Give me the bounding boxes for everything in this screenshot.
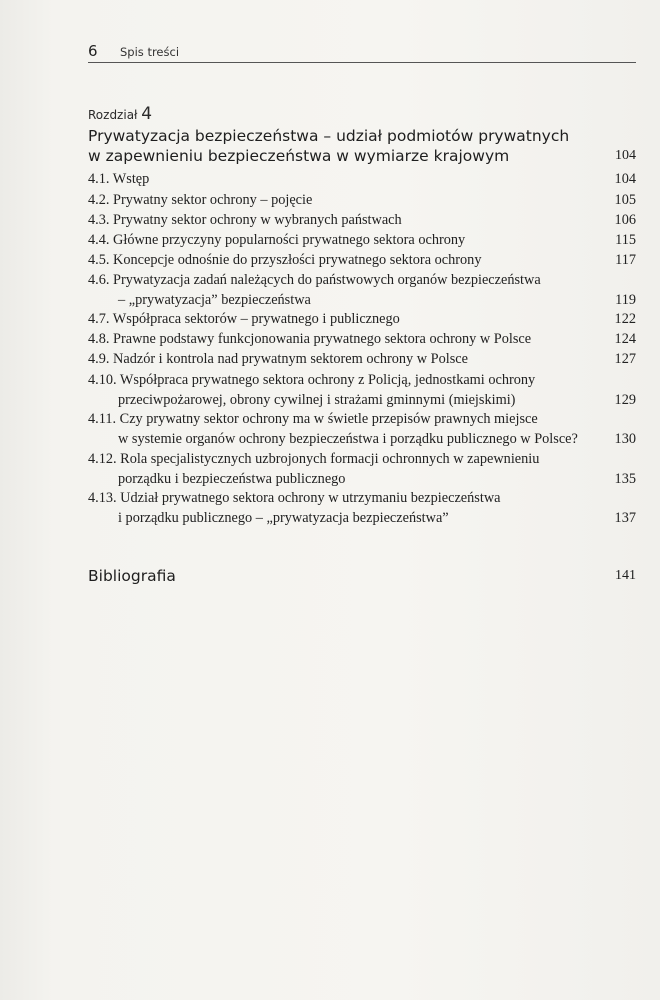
chapter-label xyxy=(88,104,152,124)
toc-entry-title-line-1: Prawne podstawy funkcjonowania prywatnego sektora ochrony w Polsce xyxy=(113,331,532,347)
toc-entry-title xyxy=(88,272,541,288)
toc-entry-title xyxy=(88,212,402,228)
toc-entry-title xyxy=(88,331,531,347)
toc-entry-title-line-1: Współpraca prywatnego sektora ochrony z Policją, jednostkami ochrony xyxy=(119,372,536,388)
toc-entry-title-line-1: Prywatny sektor ochrony – pojęcie xyxy=(113,192,313,208)
toc-entry-title xyxy=(88,192,312,208)
toc-entry-title-line-1: Wstęp xyxy=(112,171,150,187)
toc-entry-title-line-2: przeciwpożarowej, obrony cywilnej i strażami gminnymi (miejskimi) xyxy=(118,392,516,408)
toc-entry-title xyxy=(88,232,465,248)
toc-entry-page-number: 124 xyxy=(614,331,636,347)
toc-entry-number: 4.2. xyxy=(88,192,110,208)
toc-entry-page-number: 127 xyxy=(614,351,636,367)
chapter-title-line-2: w zapewnieniu bezpieczeństwa w wymiarze krajowym xyxy=(88,147,510,165)
toc-entry-page-number: 137 xyxy=(614,510,636,526)
toc-entry-number: 4.5. xyxy=(88,252,110,268)
toc-entry-title-line-1: Prywatny sektor ochrony w wybranych państwach xyxy=(113,212,402,228)
toc-entry-page-number: 105 xyxy=(614,192,636,208)
toc-entry-number: 4.6. xyxy=(88,272,110,288)
toc-entry xyxy=(88,449,636,489)
toc-entry-title-line-2: w systemie organów ochrony bezpieczeństwa i porządku publicznego w Polsce? xyxy=(118,431,578,447)
toc-entry xyxy=(88,169,636,189)
toc-entry-title xyxy=(88,490,500,506)
toc-entry xyxy=(88,270,636,310)
toc-entry-title xyxy=(88,372,535,388)
page-header xyxy=(88,42,636,63)
toc-entry-number: 4.9. xyxy=(88,351,110,367)
toc-entry xyxy=(88,250,636,270)
toc-entry-number: 4.12. xyxy=(88,451,117,467)
toc-entry-page-number: 122 xyxy=(614,311,636,327)
toc-entry-title xyxy=(88,171,149,187)
toc-entry xyxy=(88,230,636,250)
toc-entry-title-line-1: Współpraca sektorów – prywatnego i publicznego xyxy=(112,311,400,327)
toc-entry-title-line-1: Rola specjalistycznych uzbrojonych formacji ochronnych w zapewnieniu xyxy=(120,451,540,467)
toc-entry-page-number: 104 xyxy=(614,171,636,187)
toc-entry xyxy=(88,210,636,230)
chapter-number: 4 xyxy=(141,104,153,124)
chapter-title xyxy=(88,126,636,166)
toc-entry-page-number: 135 xyxy=(614,471,636,487)
chapter-page-number: 104 xyxy=(615,148,636,163)
toc-entry-title-line-1: Prywatyzacja zadań należących do państwowych organów bezpieczeństwa xyxy=(113,272,541,288)
toc-entry-title-line-1: Nadzór i kontrola nad prywatnym sektorem ochrony w Polsce xyxy=(113,351,468,367)
toc-entry-number: 4.8. xyxy=(88,331,110,347)
page-number: 6 xyxy=(88,42,98,60)
toc-entry xyxy=(88,190,636,210)
toc-entry-title xyxy=(88,451,539,467)
toc-entry-title-line-1: Główne przyczyny popularności prywatnego sektora ochrony xyxy=(113,232,466,248)
toc-entry-number: 4.13. xyxy=(88,490,117,506)
running-title: Spis treści xyxy=(120,45,180,59)
toc-entry-title xyxy=(88,252,481,268)
toc-entry-title xyxy=(88,351,468,367)
toc-entry-title-line-2: i porządku publicznego – „prywatyzacja bezpieczeństwa” xyxy=(118,510,449,526)
toc-entry-title-line-2: porządku i bezpieczeństwa publicznego xyxy=(118,471,346,487)
toc-entry-number: 4.3. xyxy=(88,212,110,228)
toc-entry-page-number: 129 xyxy=(614,392,636,408)
toc-entry xyxy=(88,370,636,410)
toc-entry-title-line-2: – „prywatyzacja” bezpieczeństwa xyxy=(118,292,311,308)
toc-entry xyxy=(88,488,636,528)
toc-entry-page-number: 115 xyxy=(615,232,636,248)
toc-entry-number: 4.11. xyxy=(88,411,117,427)
toc-entry-page-number: 119 xyxy=(615,292,636,308)
chapter-title-line-1: Prywatyzacja bezpieczeństwa – udział podmiotów prywatnych xyxy=(88,127,570,145)
bibliography-entry xyxy=(88,567,636,585)
toc-entry-title-line-1: Czy prywatny sektor ochrony ma w świetle przepisów prawnych miejsce xyxy=(119,411,538,427)
toc-entry-number: 4.10. xyxy=(88,372,117,388)
bibliography-label: Bibliografia xyxy=(88,567,176,585)
toc-entry xyxy=(88,349,636,369)
toc-entry-page-number: 117 xyxy=(615,252,636,268)
toc-entry-title xyxy=(88,411,538,427)
toc-entry-title-line-1: Udział prywatnego sektora ochrony w utrzymaniu bezpieczeństwa xyxy=(120,490,501,506)
toc-entry xyxy=(88,409,636,449)
toc-entry-title-line-1: Koncepcje odnośnie do przyszłości prywatnego sektora ochrony xyxy=(113,252,482,268)
toc-entry-title xyxy=(88,311,400,327)
toc-entry-page-number: 130 xyxy=(614,431,636,447)
toc-entry-page-number: 106 xyxy=(614,212,636,228)
toc-entry xyxy=(88,309,636,329)
toc-entry-number: 4.4. xyxy=(88,232,110,248)
toc-entry xyxy=(88,329,636,349)
toc-entry-number: 4.1. xyxy=(88,171,110,187)
chapter-label-text: Rozdział xyxy=(88,108,138,122)
toc-entry-number: 4.7. xyxy=(88,311,110,327)
bibliography-page-number: 141 xyxy=(615,568,636,583)
